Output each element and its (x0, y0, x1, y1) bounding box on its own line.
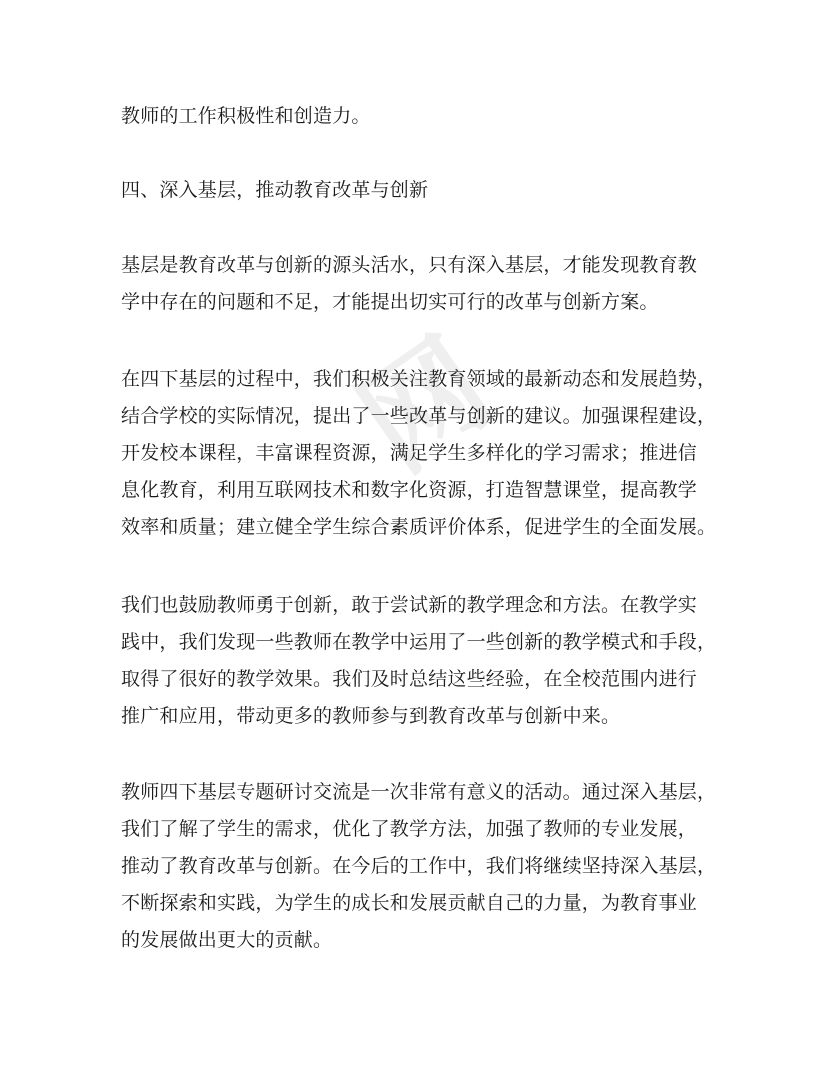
paragraph-line: 结合学校的实际情况，提出了一些改革与创新的建议。加强课程建设， (121, 405, 717, 427)
paragraph-line: 践中，我们发现一些教师在教学中运用了一些创新的教学模式和手段， (121, 631, 717, 653)
paragraph-line: 学中存在的问题和不足，才能提出切实可行的改革与创新方案。 (121, 291, 659, 313)
paragraph-line: 在四下基层的过程中，我们积极关注教育领域的最新动态和发展趋势， (121, 368, 717, 390)
paragraph-line: 推广和应用，带动更多的教师参与到教育改革与创新中来。 (121, 705, 621, 727)
watermark-text: 网 (336, 320, 506, 498)
paragraph-line: 不断探索和实践，为学生的成长和发展贡献自己的力量，为教育事业 (121, 892, 698, 914)
paragraph-line: 取得了很好的教学效果。我们及时总结这些经验，在全校范围内进行 (121, 668, 698, 690)
paragraph-line: 的发展做出更大的贡献。 (121, 929, 333, 951)
paragraph-line: 效率和质量；建立健全学生综合素质评价体系，促进学生的全面发展。 (121, 516, 717, 538)
paragraph-line: 教师四下基层专题研讨交流是一次非常有意义的活动。通过深入基层， (121, 781, 717, 803)
paragraph-line: 教师的工作积极性和创造力。 (121, 105, 371, 127)
paragraph-line: 推动了教育改革与创新。在今后的工作中，我们将继续坚持深入基层， (121, 855, 717, 877)
section-heading: 四、深入基层，推动教育改革与创新 (121, 179, 429, 201)
paragraph-line: 我们了解了学生的需求，优化了教学方法，加强了教师的专业发展， (121, 818, 698, 840)
paragraph-line: 开发校本课程，丰富课程资源，满足学生多样化的学习需求；推进信 (121, 442, 698, 464)
paragraph-line: 息化教育，利用互联网技术和数字化资源，打造智慧课堂，提高教学 (121, 479, 698, 501)
watermark (255, 240, 575, 560)
paragraph-line: 我们也鼓励教师勇于创新，敢于尝试新的教学理念和方法。在教学实 (121, 594, 698, 616)
paragraph-line: 基层是教育改革与创新的源头活水，只有深入基层，才能发现教育教 (121, 254, 698, 276)
